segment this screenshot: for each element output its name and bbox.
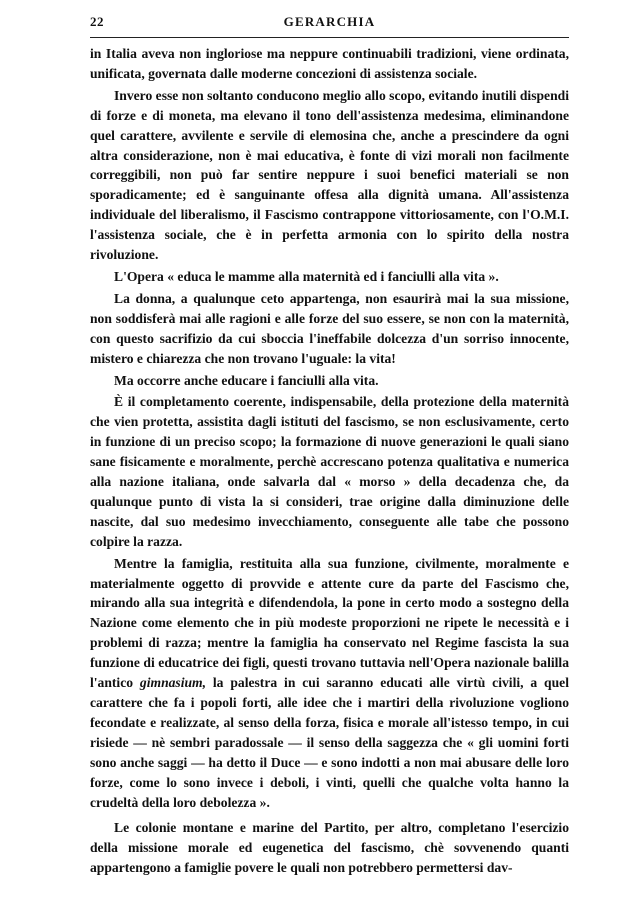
paragraph	[90, 554, 569, 813]
paragraph-text: la palestra in cui saranno educati alle virtù civili, a quel carattere che fa i popoli forti, alle idee che i martiri della rivoluzione vogliono fecondate e realizzate, al senso della forza, fisica e morale all'istesso tempo, in cui risiede — nè sembri paradossale — il senso della saggezza che « gli uomini forti sono anche saggi — ha detto il Duce — e sono indotti a non mai abusare delle loro forze, come lo sono invece i deboli, i vinti, quelli che qualche volta hanno la crudeltà della loro debolezza ».	[90, 675, 569, 810]
running-title: GERARCHIA	[283, 14, 376, 29]
page-number: 22	[90, 14, 104, 29]
header-rule	[90, 37, 569, 38]
paragraph: Le colonie montane e marine del Partito, per altro, completano l'esercizio della missione morale ed eugenetica del fascismo, chè sovvenendo quanti appartengono a famiglie povere le quali non potrebbero permettersi dav-	[90, 820, 569, 876]
paragraph-text: Mentre la famiglia, restituita alla sua funzione, civilmente, moralmente e materialmente oggetto di provvide e attente cure da parte del Fascismo che, mirando alla sua integrità e difendendola, la pone in certo modo a sostegno della Nazione come elemento che in più modeste proporzioni ne ripete le necessità e i problemi di razza; mentre la famiglia ha conservato nel Regime fascista la sua funzione di educatrice dei figli, questi trovano tuttavia nell'Opera nazionale balilla l'antico	[90, 555, 569, 691]
paragraph: È il completamento coerente, indispensabile, della protezione della maternità che vien protetta, assistita dagli istituti del fascismo, se non esclusivamente, certo in funzione di un preciso scopo; la formazione di nuove generazioni le quali siano sane fisicamente e moralmente, perchè accrescano potenza qualitativa e numerica alla nazione italiana, onde salvarla dal « morso » della decadenza che, da qualunque punto di vista la si consideri, trae origine dalla diminuzione delle nascite, dal suo medesimo invecchiamento, conseguente alle tabe che possono colpire la razza.	[90, 394, 569, 549]
paragraph: L'Opera « educa le mamme alla maternità ed i fanciulli alla vita ».	[114, 268, 499, 284]
italic-term: gimnasium,	[139, 675, 207, 691]
paragraph: Invero esse non soltanto conducono meglio allo scopo, evitando inutili dispendi di forze e di moneta, ma elevano il tono dell'assistenza medesima, eliminandone quel carattere, avvilente e servile di elemosina che, anche a prescindere da ogni altra considerazione, non è mai educativa, è fonte di vizi morali non facilmente correggibili, non può far sentire neppure i suoi benefici materiali se non sporadicamente; ed è sanguinante offesa alla dignità umana. All'assistenza individuale del liberalismo, il Fascismo contrappone vittoriosamente, con l'O.M.I. l'assistenza sociale, che è in perfetta armonia con lo spirito della nostra rivoluzione.	[90, 87, 569, 263]
paragraph: in Italia aveva non ingloriose ma neppure continuabili tradizioni, viene ordinata, unificata, governata dalle moderne concezioni di assistenza sociale.	[90, 46, 569, 81]
paragraph: La donna, a qualunque ceto appartenga, non esaurirà mai la sua missione, non soddisferà mai alle ragioni e alle forze del suo essere, se non con la maternità, con questo sacrifizio da cui sboccia l'ineffabile dolcezza d'un sorriso innocente, mistero e chiarezza che non trovano l'uguale: la vita!	[90, 290, 569, 366]
paragraph: Ma occorre anche educare i fanciulli alla vita.	[114, 372, 379, 388]
page-header	[90, 14, 569, 36]
body-text	[90, 44, 569, 880]
